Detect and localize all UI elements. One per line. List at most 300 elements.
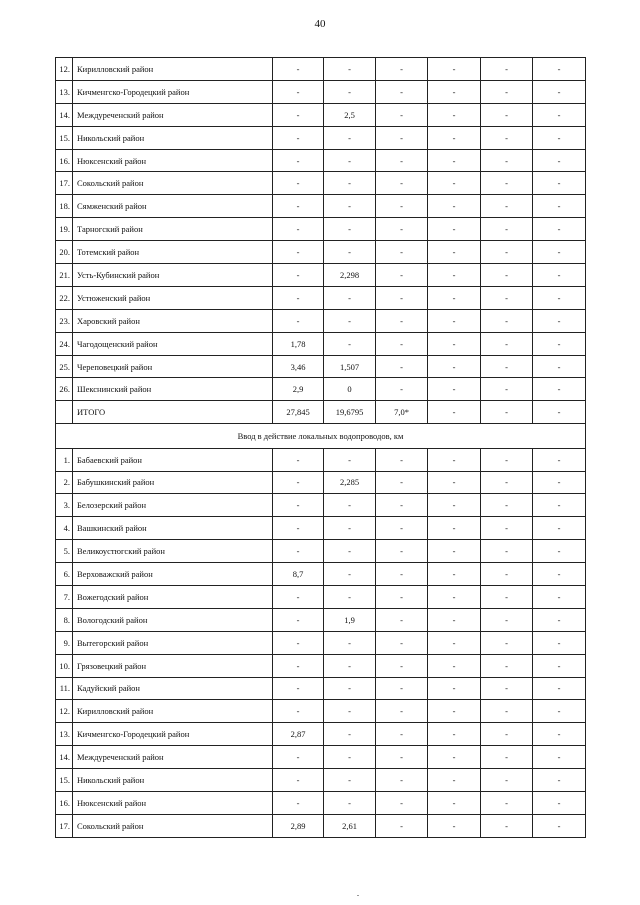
value-cell: - [533, 563, 586, 586]
value-cell: - [376, 172, 428, 195]
value-cell: - [273, 195, 324, 218]
district-name: Тарногский район [73, 218, 273, 241]
value-cell: - [428, 80, 481, 103]
value-cell: - [376, 585, 428, 608]
value-cell: - [273, 608, 324, 631]
value-cell: - [533, 126, 586, 149]
value-cell: - [533, 494, 586, 517]
value-cell: 2,89 [273, 814, 324, 837]
row-number: 2. [56, 471, 73, 494]
value-cell: - [428, 58, 481, 81]
value-cell: - [324, 792, 376, 815]
district-name: Верховажский район [73, 563, 273, 586]
value-cell: - [428, 585, 481, 608]
value-cell: - [481, 769, 533, 792]
value-cell: - [533, 401, 586, 424]
value-cell: - [481, 332, 533, 355]
value-cell: - [481, 723, 533, 746]
value-cell: - [428, 471, 481, 494]
value-cell: - [428, 264, 481, 287]
value-cell: - [376, 195, 428, 218]
district-name: Усть-Кубинский район [73, 264, 273, 287]
value-cell: - [428, 746, 481, 769]
value-cell: - [533, 631, 586, 654]
value-cell: - [324, 585, 376, 608]
value-cell: - [481, 126, 533, 149]
district-name: Чагодощенский район [73, 332, 273, 355]
value-cell: - [428, 103, 481, 126]
value-cell: - [376, 746, 428, 769]
value-cell: 2,9 [273, 378, 324, 401]
value-cell: - [481, 264, 533, 287]
value-cell: - [273, 585, 324, 608]
value-cell: - [428, 631, 481, 654]
value-cell: - [428, 494, 481, 517]
row-number: 21. [56, 264, 73, 287]
value-cell: - [481, 149, 533, 172]
value-cell: - [428, 355, 481, 378]
value-cell: - [273, 700, 324, 723]
value-cell: - [324, 563, 376, 586]
table-row [56, 401, 586, 424]
value-cell: - [376, 286, 428, 309]
value-cell: - [533, 585, 586, 608]
value-cell: - [533, 746, 586, 769]
table-row [56, 218, 586, 241]
value-cell: - [481, 103, 533, 126]
value-cell: - [481, 471, 533, 494]
row-number: 7. [56, 585, 73, 608]
value-cell: - [273, 286, 324, 309]
value-cell: - [533, 700, 586, 723]
value-cell: - [376, 103, 428, 126]
value-cell: - [324, 241, 376, 264]
value-cell: - [273, 677, 324, 700]
value-cell: - [273, 769, 324, 792]
row-number: 17. [56, 814, 73, 837]
row-number: 8. [56, 608, 73, 631]
value-cell: - [533, 814, 586, 837]
value-cell: 0 [324, 378, 376, 401]
table-row [56, 378, 586, 401]
row-number: 4. [56, 517, 73, 540]
value-cell: - [533, 309, 586, 332]
district-name: Вытегорский район [73, 631, 273, 654]
value-cell: - [428, 195, 481, 218]
value-cell: - [324, 494, 376, 517]
row-number: 12. [56, 58, 73, 81]
value-cell: 2,61 [324, 814, 376, 837]
value-cell: - [428, 286, 481, 309]
value-cell: - [376, 149, 428, 172]
table-row [56, 241, 586, 264]
value-cell: - [376, 80, 428, 103]
value-cell: - [376, 471, 428, 494]
row-number: 15. [56, 126, 73, 149]
table-row [56, 746, 586, 769]
value-cell: - [428, 309, 481, 332]
district-name: Кирилловский район [73, 58, 273, 81]
value-cell: 1,78 [273, 332, 324, 355]
row-number: 16. [56, 149, 73, 172]
district-name: Бабушкинский район [73, 471, 273, 494]
row-number: 5. [56, 540, 73, 563]
value-cell: - [481, 355, 533, 378]
table-body [56, 58, 586, 838]
value-cell: - [481, 746, 533, 769]
row-number: 17. [56, 172, 73, 195]
value-cell: 7,0* [376, 401, 428, 424]
table-row [56, 103, 586, 126]
value-cell: 2,87 [273, 723, 324, 746]
value-cell: - [324, 677, 376, 700]
table-row [56, 654, 586, 677]
district-name: ИТОГО [73, 401, 273, 424]
value-cell: - [481, 80, 533, 103]
value-cell: - [428, 677, 481, 700]
value-cell: - [533, 241, 586, 264]
value-cell: - [428, 563, 481, 586]
district-name: Никольский район [73, 769, 273, 792]
value-cell: - [481, 585, 533, 608]
district-name: Кичменгско-Городецкий район [73, 80, 273, 103]
district-name: Кадуйский район [73, 677, 273, 700]
value-cell: - [376, 631, 428, 654]
value-cell: - [428, 608, 481, 631]
value-cell: - [533, 355, 586, 378]
value-cell: - [324, 332, 376, 355]
value-cell: - [481, 677, 533, 700]
value-cell: - [273, 264, 324, 287]
row-number: 13. [56, 723, 73, 746]
value-cell: - [273, 103, 324, 126]
value-cell: - [324, 746, 376, 769]
district-name: Вологодский район [73, 608, 273, 631]
value-cell: - [376, 126, 428, 149]
district-name: Харовский район [73, 309, 273, 332]
value-cell: 1,507 [324, 355, 376, 378]
district-name: Нюксенский район [73, 792, 273, 815]
table-row [56, 814, 586, 837]
value-cell: - [428, 241, 481, 264]
district-name: Великоустюгский район [73, 540, 273, 563]
table-row [56, 677, 586, 700]
value-cell: - [533, 723, 586, 746]
value-cell: - [273, 746, 324, 769]
value-cell: - [324, 631, 376, 654]
table-row [56, 448, 586, 471]
value-cell: - [428, 792, 481, 815]
value-cell: - [481, 195, 533, 218]
value-cell: - [481, 792, 533, 815]
value-cell: - [481, 286, 533, 309]
value-cell: - [273, 241, 324, 264]
value-cell: - [376, 540, 428, 563]
value-cell: - [324, 286, 376, 309]
value-cell: - [324, 58, 376, 81]
value-cell: - [481, 631, 533, 654]
value-cell: - [324, 769, 376, 792]
table-row [56, 149, 586, 172]
value-cell: - [533, 286, 586, 309]
value-cell: - [273, 631, 324, 654]
value-cell: - [428, 517, 481, 540]
value-cell: - [533, 654, 586, 677]
value-cell: - [481, 540, 533, 563]
value-cell: - [376, 332, 428, 355]
value-cell: - [376, 677, 428, 700]
district-name: Череповецкий район [73, 355, 273, 378]
value-cell: - [428, 332, 481, 355]
value-cell: - [324, 80, 376, 103]
value-cell: - [428, 126, 481, 149]
district-name: Сокольский район [73, 814, 273, 837]
value-cell: - [273, 494, 324, 517]
value-cell: - [273, 149, 324, 172]
value-cell: - [273, 309, 324, 332]
value-cell: 2,5 [324, 103, 376, 126]
value-cell: - [428, 218, 481, 241]
value-cell: - [376, 563, 428, 586]
row-number: 19. [56, 218, 73, 241]
value-cell: - [376, 309, 428, 332]
value-cell: - [273, 517, 324, 540]
district-name: Кирилловский район [73, 700, 273, 723]
value-cell: - [533, 517, 586, 540]
district-name: Вашкинский район [73, 517, 273, 540]
value-cell: - [376, 58, 428, 81]
row-number: 15. [56, 769, 73, 792]
value-cell: - [481, 241, 533, 264]
value-cell: - [324, 723, 376, 746]
value-cell: - [376, 654, 428, 677]
district-name: Междуреченский район [73, 746, 273, 769]
value-cell: - [481, 309, 533, 332]
value-cell: - [324, 654, 376, 677]
value-cell: - [376, 494, 428, 517]
value-cell: - [376, 448, 428, 471]
value-cell: - [273, 448, 324, 471]
district-name: Междуреченский район [73, 103, 273, 126]
value-cell: - [428, 172, 481, 195]
table-row [56, 700, 586, 723]
row-number: 20. [56, 241, 73, 264]
value-cell: - [324, 517, 376, 540]
value-cell: - [533, 471, 586, 494]
value-cell: - [324, 149, 376, 172]
section-row [56, 424, 586, 448]
value-cell: - [533, 172, 586, 195]
table-row [56, 540, 586, 563]
table-row [56, 585, 586, 608]
value-cell: - [324, 309, 376, 332]
value-cell: - [533, 103, 586, 126]
district-name: Кичменгско-Городецкий район [73, 723, 273, 746]
value-cell: - [481, 700, 533, 723]
district-name: Шекснинский район [73, 378, 273, 401]
value-cell: - [481, 172, 533, 195]
value-cell: - [273, 471, 324, 494]
table-row [56, 195, 586, 218]
district-name: Никольский район [73, 126, 273, 149]
row-number: 3. [56, 494, 73, 517]
table-row [56, 355, 586, 378]
table-row [56, 517, 586, 540]
district-name: Сямженский район [73, 195, 273, 218]
row-number: 23. [56, 309, 73, 332]
value-cell: - [324, 172, 376, 195]
row-number: 12. [56, 700, 73, 723]
value-cell: - [533, 769, 586, 792]
page-number: 40 [314, 18, 326, 30]
value-cell: - [324, 700, 376, 723]
value-cell: 2,298 [324, 264, 376, 287]
row-number: 11. [56, 677, 73, 700]
table-row [56, 769, 586, 792]
value-cell: - [481, 608, 533, 631]
table-row [56, 332, 586, 355]
table-row [56, 126, 586, 149]
row-number: 14. [56, 746, 73, 769]
value-cell: 8,7 [273, 563, 324, 586]
value-cell: 1,9 [324, 608, 376, 631]
district-name: Бабаевский район [73, 448, 273, 471]
value-cell: - [481, 814, 533, 837]
value-cell: - [273, 540, 324, 563]
table-row [56, 309, 586, 332]
district-name: Сокольский район [73, 172, 273, 195]
district-name: Белозерский район [73, 494, 273, 517]
value-cell: - [533, 195, 586, 218]
value-cell: - [481, 494, 533, 517]
row-number [56, 401, 73, 424]
row-number: 9. [56, 631, 73, 654]
value-cell: - [273, 126, 324, 149]
table-row [56, 172, 586, 195]
value-cell: - [376, 608, 428, 631]
value-cell: - [376, 241, 428, 264]
district-name: Тотемский район [73, 241, 273, 264]
value-cell: - [533, 677, 586, 700]
value-cell: - [481, 58, 533, 81]
value-cell: - [428, 378, 481, 401]
value-cell: - [324, 448, 376, 471]
row-number: 13. [56, 80, 73, 103]
value-cell: - [376, 700, 428, 723]
row-number: 10. [56, 654, 73, 677]
row-number: 14. [56, 103, 73, 126]
value-cell: - [481, 218, 533, 241]
table-row [56, 471, 586, 494]
value-cell: 19,6795 [324, 401, 376, 424]
value-cell: - [533, 378, 586, 401]
row-number: 24. [56, 332, 73, 355]
district-name: Вожегодский район [73, 585, 273, 608]
value-cell: - [428, 723, 481, 746]
value-cell: - [533, 332, 586, 355]
value-cell: - [376, 264, 428, 287]
value-cell: - [324, 195, 376, 218]
table-row [56, 286, 586, 309]
table-row [56, 494, 586, 517]
value-cell: - [428, 540, 481, 563]
value-cell: 27,845 [273, 401, 324, 424]
value-cell: 2,285 [324, 471, 376, 494]
table-row [56, 563, 586, 586]
value-cell: - [376, 517, 428, 540]
value-cell: - [273, 218, 324, 241]
value-cell: - [324, 218, 376, 241]
table-row [56, 631, 586, 654]
row-number: 26. [56, 378, 73, 401]
district-name: Грязовецкий район [73, 654, 273, 677]
value-cell: - [324, 126, 376, 149]
value-cell: - [428, 769, 481, 792]
value-cell: 3,46 [273, 355, 324, 378]
value-cell: - [533, 218, 586, 241]
value-cell: - [376, 355, 428, 378]
table-row [56, 723, 586, 746]
value-cell: - [481, 401, 533, 424]
row-number: 22. [56, 286, 73, 309]
row-number: 1. [56, 448, 73, 471]
value-cell: - [273, 58, 324, 81]
value-cell: - [533, 540, 586, 563]
section-title: Ввод в действие локальных водопроводов, км [56, 424, 586, 448]
value-cell: - [533, 80, 586, 103]
value-cell: - [533, 608, 586, 631]
scan-artifact [357, 895, 359, 896]
value-cell: - [376, 792, 428, 815]
value-cell: - [481, 448, 533, 471]
value-cell: - [428, 448, 481, 471]
table-row [56, 264, 586, 287]
table-row [56, 608, 586, 631]
value-cell: - [376, 378, 428, 401]
value-cell: - [428, 149, 481, 172]
value-cell: - [428, 814, 481, 837]
row-number: 18. [56, 195, 73, 218]
district-name: Нюксенский район [73, 149, 273, 172]
value-cell: - [533, 58, 586, 81]
value-cell: - [533, 264, 586, 287]
value-cell: - [376, 723, 428, 746]
value-cell: - [533, 792, 586, 815]
value-cell: - [376, 218, 428, 241]
value-cell: - [533, 149, 586, 172]
value-cell: - [324, 540, 376, 563]
value-cell: - [481, 563, 533, 586]
table-row [56, 58, 586, 81]
value-cell: - [273, 80, 324, 103]
row-number: 25. [56, 355, 73, 378]
value-cell: - [428, 401, 481, 424]
value-cell: - [273, 172, 324, 195]
data-table [55, 57, 586, 838]
value-cell: - [428, 654, 481, 677]
value-cell: - [481, 378, 533, 401]
value-cell: - [481, 654, 533, 677]
district-name: Устюженский район [73, 286, 273, 309]
value-cell: - [273, 792, 324, 815]
row-number: 6. [56, 563, 73, 586]
value-cell: - [533, 448, 586, 471]
value-cell: - [376, 814, 428, 837]
value-cell: - [376, 769, 428, 792]
row-number: 16. [56, 792, 73, 815]
value-cell: - [481, 517, 533, 540]
table-row [56, 80, 586, 103]
